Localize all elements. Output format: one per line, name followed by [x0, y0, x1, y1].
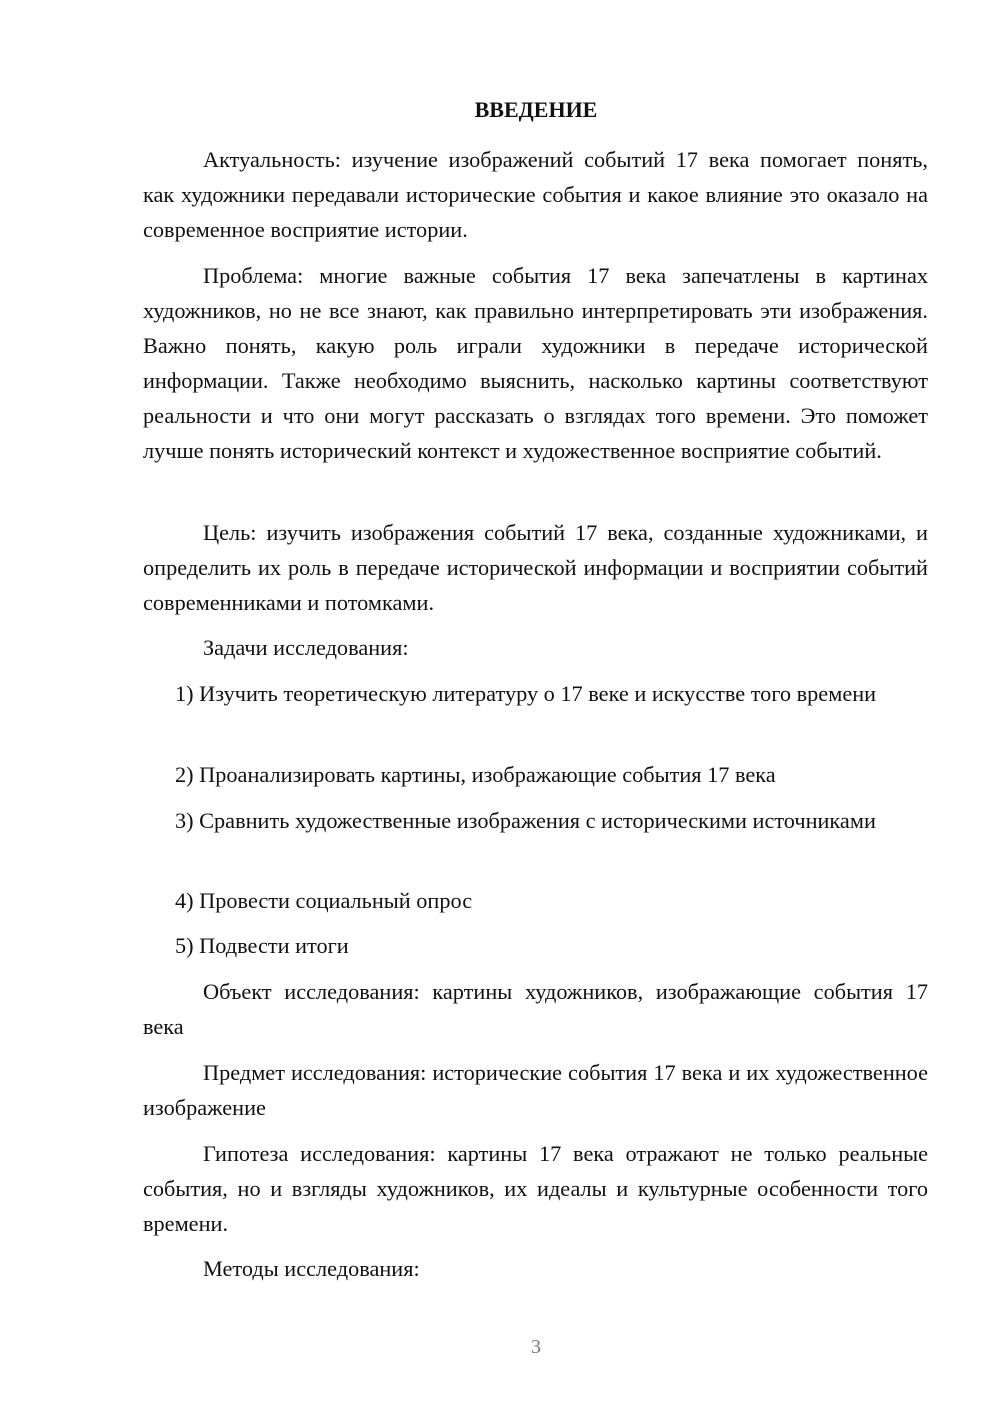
object-paragraph: Объект исследования: картины художников, изображающие события 17 века [143, 979, 928, 1039]
goal-paragraph: Цель: изучить изображения событий 17 века, созданные художниками, и определить их роль в передаче исторической информации и восприятии событий современниками и потомками. [143, 520, 928, 615]
section-heading: ВВЕДЕНИЕ [474, 97, 598, 122]
task-item-5: 5) Подвести итоги [175, 933, 349, 958]
hypothesis-paragraph: Гипотеза исследования: картины 17 века отражают не только реальные события, но и взгляды художников, их идеалы и культурные особенности того времени. [143, 1141, 928, 1236]
task-item-3: 3) Сравнить художественные изображения с историческими источниками [175, 808, 876, 833]
subject-paragraph: Предмет исследования: исторические события 17 века и их художественное изображение [143, 1060, 928, 1120]
task-item-1: 1) Изучить теоретическую литературу о 17 веке и искусстве того времени [175, 681, 877, 706]
task-item-2: 2) Проанализировать картины, изображающие события 17 века [175, 762, 776, 787]
methods-heading: Методы исследования: [203, 1256, 420, 1281]
relevance-paragraph: Актуальность: изучение изображений событий 17 века помогает понять, как художники передавали исторические события и какое влияние это оказало на современное восприятие истории. [143, 147, 928, 242]
page-number: 3 [531, 1336, 541, 1358]
tasks-heading: Задачи исследования: [203, 635, 409, 660]
task-item-4: 4) Провести социальный опрос [175, 888, 473, 913]
problem-paragraph: Проблема: многие важные события 17 века запечатлены в картинах художников, но не все знают, как правильно интерпретировать эти изображения. Важно понять, какую роль играли художники в передаче исторической информации. Также необходимо выяснить, насколько картины соответствуют реальности и что они могут рассказать о взглядах того времени. Это поможет лучше понять исторический контекст и художественное восприятие событий. [143, 263, 928, 463]
